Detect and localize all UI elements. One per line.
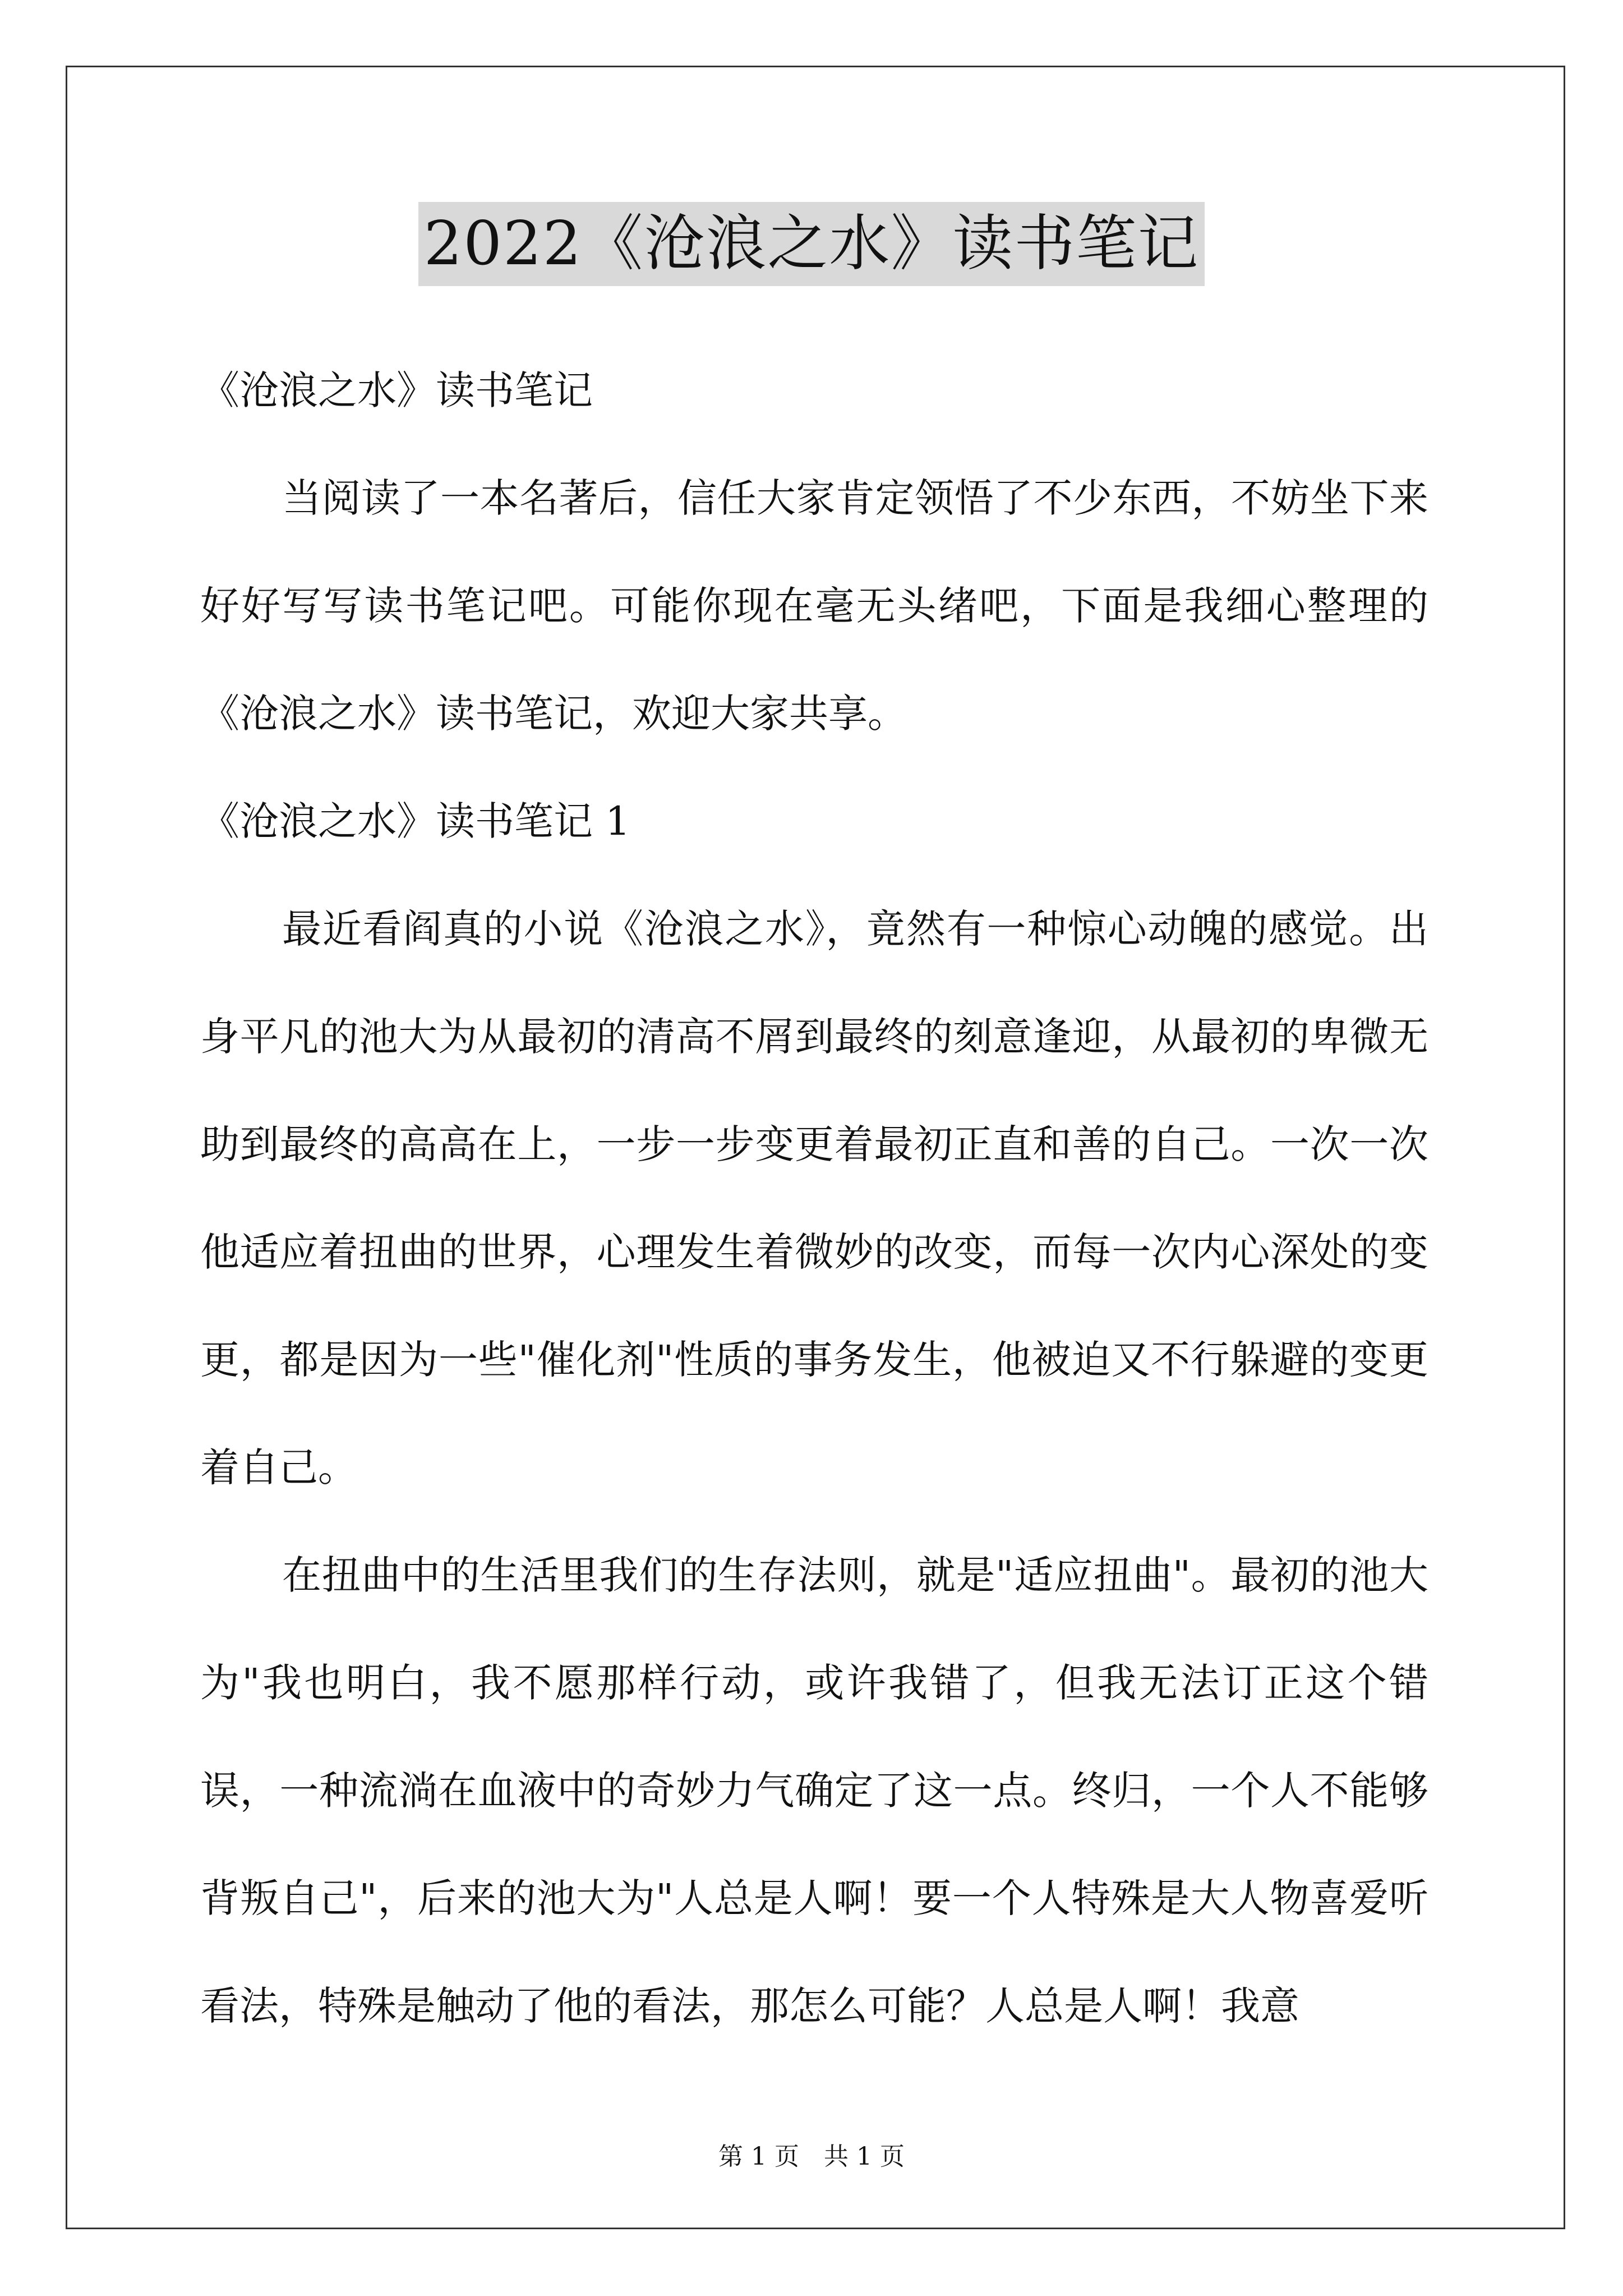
document-title: 2022《沧浪之水》读书笔记: [418, 202, 1205, 286]
document-body: [200, 337, 1428, 2060]
page-footer: 第 1 页 共 1 页: [718, 2142, 905, 2171]
intro-paragraph: 当阅读了一本名著后，信任大家肯定领悟了不少东西，不妨坐下来好好写写读书笔记吧。可能你现在毫无头绪吧，下面是我细心整理的《沧浪之水》读书笔记，欢迎大家共享。: [200, 475, 1428, 737]
title-container: [0, 202, 1623, 286]
body-paragraph-2: 在扭曲中的生活里我们的生存法则，就是"适应扭曲"。最初的池大为"我也明白，我不愿那样行动，或许我错了，但我无法订正这个错误，一种流淌在血液中的奇妙力气确定了这一点。终归，一个人不能够背叛自己"，后来的池大为"人总是人啊！要一个人特殊是大人物喜爱听看法，特殊是触动了他的看法，那怎么可能？人总是人啊！我意: [200, 1552, 1428, 2029]
body-paragraph-1: 最近看阎真的小说《沧浪之水》，竟然有一种惊心动魄的感觉。出身平凡的池大为从最初的清高不屑到最终的刻意逢迎，从最初的卑微无助到最终的高高在上，一步一步变更着最初正直和善的自己。一次一次他适应着扭曲的世界，心理发生着微妙的改变，而每一次内心深处的变更，都是因为一些"催化剂"性质的事务发生，他被迫又不行躲避的变更着自己。: [200, 906, 1428, 1490]
document-subtitle: 《沧浪之水》读书笔记: [200, 367, 593, 413]
section-heading: 《沧浪之水》读书笔记 1: [200, 798, 630, 844]
